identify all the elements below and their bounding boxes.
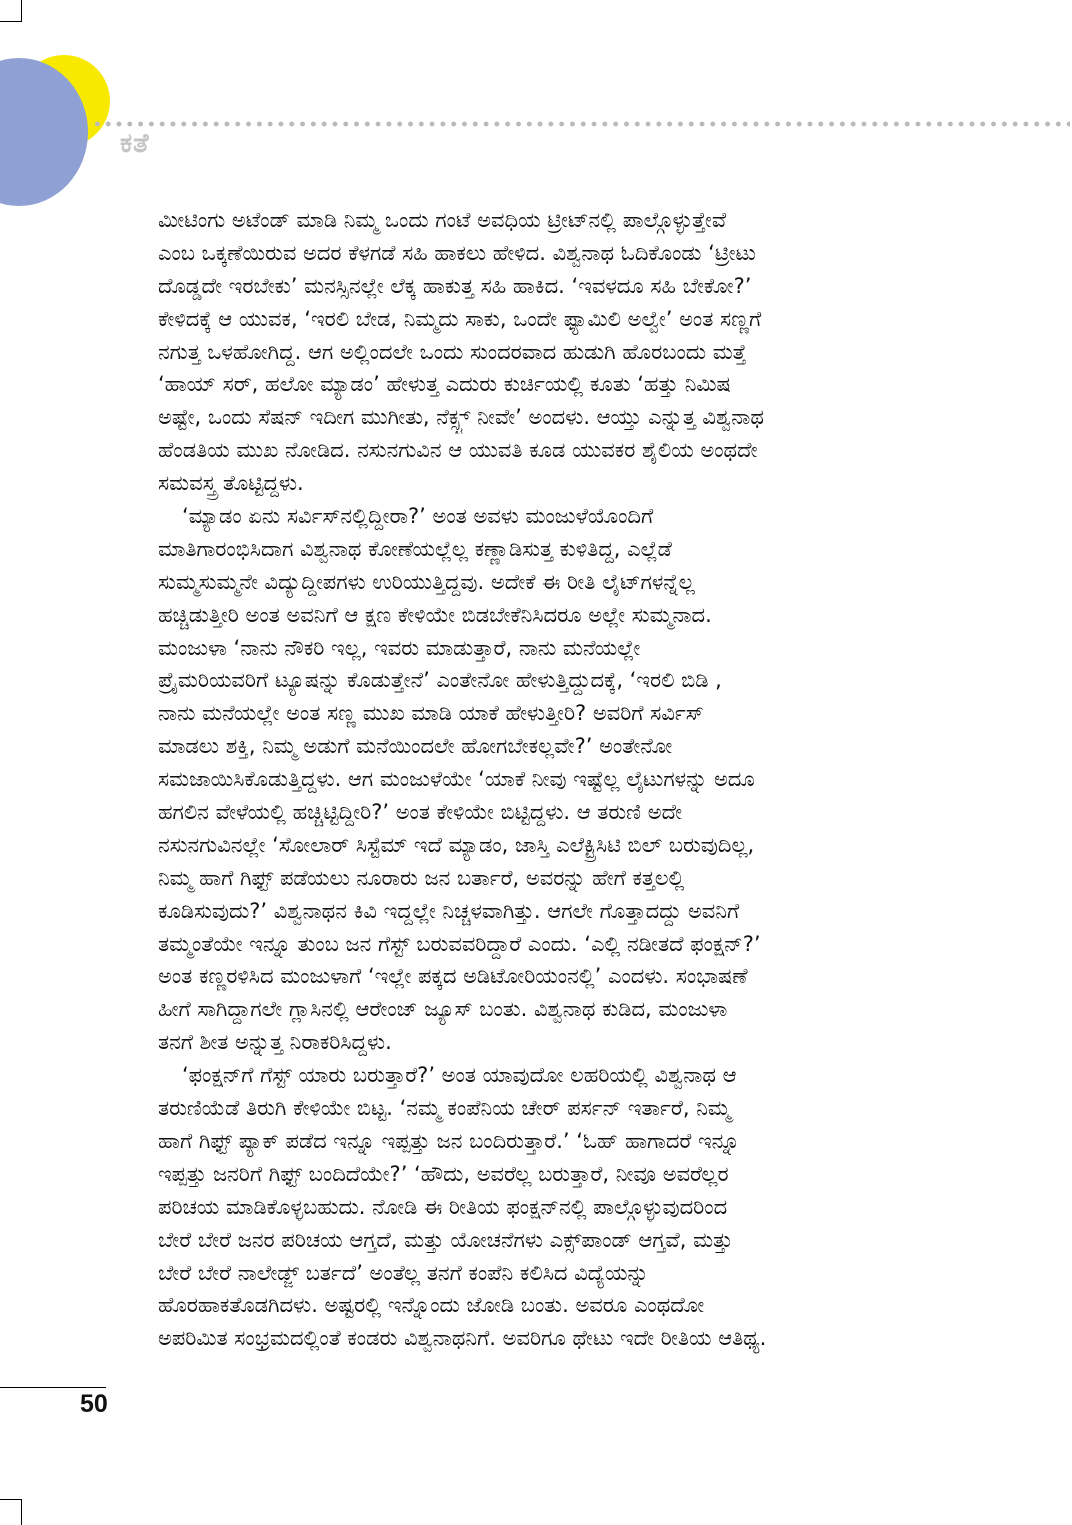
- footer-rule: [0, 1387, 106, 1388]
- story-line: ಮಾತಿಗಾರಂಭಿಸಿದಾಗ ವಿಶ್ವನಾಥ ಕೋಣೆಯಲ್ಲೆಲ್ಲ ಕಣ್ಣಾಡಿಸುತ್ತ ಕುಳಿತಿದ್ದ, ಎಲ್ಲೆಡೆ: [158, 536, 672, 561]
- story-line: ಸುಮ್ಮಸುಮ್ಮನೇ ವಿದ್ಯುದ್ದೀಪಗಳು ಉರಿಯುತ್ತಿದ್ದವು. ಅದೇಕೆ ಈ ರೀತಿ ಲೈಟ್‌ಗಳನ್ನೆಲ್ಲ: [158, 569, 695, 594]
- header-dotted-rule: [92, 121, 1070, 127]
- story-line: ನಿಮ್ಮ ಹಾಗೆ ಗಿಫ್ಟ್ ಪಡೆಯಲು ನೂರಾರು ಜನ ಬರ್ತಾರೆ, ಅವರನ್ನು ಹೇಗೆ ಕತ್ತಲಲ್ಲಿ: [158, 865, 685, 890]
- story-line: ಹೆಂಡತಿಯ ಮುಖ ನೋಡಿದ. ನಸುನಗುವಿನ ಆ ಯುವತಿ ಕೂಡ ಯುವಕರ ಶೈಲಿಯ ಅಂಥದೇ: [158, 438, 758, 463]
- story-line: ‘ಹಾಯ್ ಸರ್, ಹಲೋ ಮ್ಯಾಡಂ’ ಹೇಳುತ್ತ ಎದುರು ಕುರ್ಚಿಯಲ್ಲಿ ಕೂತು ‘ಹತ್ತು ನಿಮಿಷ: [158, 372, 731, 397]
- story-line: ಮಾಡಲು ಶಕ್ತಿ, ನಿಮ್ಮ ಅಡುಗೆ ಮನೆಯಿಂದಲೇ ಹೋಗಬೇಕಲ್ಲವೇ?’ ಅಂತೇನೋ: [158, 734, 673, 759]
- story-line: ಇಪ್ಪತ್ತು ಜನರಿಗೆ ಗಿಫ್ಟ್ ಬಂದಿದೆಯೇ?’ ‘ಹೌದು, ಅವರೆಲ್ಲ ಬರುತ್ತಾರೆ, ನೀವೂ ಅವರೆಲ್ಲರ: [158, 1161, 729, 1186]
- story-line: ತನಗೆ ಶೀತ ಅನ್ನುತ್ತ ನಿರಾಕರಿಸಿದ್ದಳು.: [158, 1030, 392, 1055]
- story-line: ಸಮವಸ್ತ್ರ ತೊಟ್ಟಿದ್ದಳು.: [158, 471, 304, 496]
- story-line: ಅಂತ ಕಣ್ಣರಳಿಸಿದ ಮಂಜುಳಾಗೆ ‘ಇಲ್ಲೇ ಪಕ್ಕದ ಅಡಿಟೋರಿಯಂನಲ್ಲಿ’ ಎಂದಳು. ಸಂಭಾಷಣೆ: [158, 964, 748, 989]
- story-line: ನಸುನಗುವಿನಲ್ಲೇ ‘ಸೋಲಾರ್ ಸಿಸ್ಟೆಮ್ ಇದೆ ಮ್ಯಾಡಂ, ಜಾಸ್ತಿ ಎಲೆಕ್ಟ್ರಿಸಿಟಿ ಬಿಲ್ ಬರುವುದಿಲ್ಲ,: [158, 832, 755, 857]
- story-line: ಮಂಜುಳಾ ‘ನಾನು ನೌಕರಿ ಇಲ್ಲ, ಇವರು ಮಾಡುತ್ತಾರೆ, ನಾನು ಮನೆಯಲ್ಲೇ: [158, 635, 641, 660]
- story-line: ಹೀಗೆ ಸಾಗಿದ್ದಾಗಲೇ ಗ್ಲಾಸಿನಲ್ಲಿ ಆರೇಂಜ್ ಜ್ಯೂಸ್ ಬಂತು. ವಿಶ್ವನಾಥ ಕುಡಿದ, ಮಂಜುಳಾ: [158, 997, 728, 1022]
- story-line: ಹಚ್ಚಿಡುತ್ತೀರಿ ಅಂತ ಅವನಿಗೆ ಆ ಕ್ಷಣ ಕೇಳಿಯೇ ಬಿಡಬೇಕೆನಿಸಿದರೂ ಅಲ್ಲೇ ಸುಮ್ಮನಾದ.: [158, 602, 712, 627]
- story-line: ಅಪರಿಮಿತ ಸಂಭ್ರಮದಲ್ಲಿಂತೆ ಕಂಡರು ವಿಶ್ವನಾಥನಿಗೆ. ಅವರಿಗೂ ಥೇಟು ಇದೇ ರೀತಿಯ ಆತಿಥ್ಯ.: [158, 1326, 767, 1351]
- page-number: 50: [80, 1390, 108, 1418]
- story-line: ತಮ್ಮಂತೆಯೇ ಇನ್ನೂ ತುಂಬ ಜನ ಗೆಸ್ಟ್ ಬರುವವರಿದ್ದಾರೆ ಎಂದು. ‘ಎಲ್ಲಿ ನಡೀತದೆ ಫಂಕ್ಷನ್?’: [158, 931, 761, 956]
- crop-mark-top-left-horizontal: [0, 21, 22, 22]
- story-line: ಕೂಡಿಸುವುದು?’ ವಿಶ್ವನಾಥನ ಕಿವಿ ಇದ್ದಲ್ಲೇ ನಿಚ್ಚಳವಾಗಿತ್ತು. ಆಗಲೇ ಗೊತ್ತಾದದ್ದು ಅವನಿಗೆ: [158, 898, 740, 923]
- story-line: ದೊಡ್ಡದೇ ಇರಬೇಕು’ ಮನಸ್ಸಿನಲ್ಲೇ ಲೆಕ್ಕ ಹಾಕುತ್ತ ಸಹಿ ಹಾಕಿದ. ‘ಇವಳದೂ ಸಹಿ ಬೇಕೋ?’: [158, 273, 752, 298]
- story-line: ಸಮಜಾಯಿಸಿಕೊಡುತ್ತಿದ್ದಳು. ಆಗ ಮಂಜುಳೆಯೇ ‘ಯಾಕೆ ನೀವು ಇಷ್ಟೆಲ್ಲ ಲೈಟುಗಳನ್ನು ಅದೂ: [158, 767, 755, 792]
- story-body: [158, 204, 908, 1355]
- story-line: ಬೇರೆ ಬೇರೆ ನಾಲೇಡ್ಜ್ ಬರ್ತದೆ’ ಅಂತೆಲ್ಲ ತನಗೆ ಕಂಪೆನಿ ಕಲಿಸಿದ ವಿದ್ಯೆಯನ್ನು: [158, 1260, 649, 1285]
- crop-mark-bottom-left-vertical: [21, 1500, 22, 1525]
- story-line: ‘ಫಂಕ್ಷನ್‌ಗೆ ಗೆಸ್ಟ್ ಯಾರು ಬರುತ್ತಾರೆ?’ ಅಂತ ಯಾವುದೋ ಲಹರಿಯಲ್ಲಿ ವಿಶ್ವನಾಥ ಆ: [182, 1063, 737, 1088]
- section-label: ಕತೆ: [120, 128, 150, 159]
- story-line: ಹಗಲಿನ ವೇಳೆಯಲ್ಲಿ ಹಚ್ಚಿಟ್ಟಿದ್ದೀರಿ?’ ಅಂತ ಕೇಳಿಯೇ ಬಿಟ್ಟಿದ್ದಳು. ಆ ತರುಣಿ ಅದೇ: [158, 800, 683, 825]
- story-line: ನಗುತ್ತ ಒಳಹೋಗಿದ್ದ. ಆಗ ಅಲ್ಲಿಂದಲೇ ಒಂದು ಸುಂದರವಾದ ಹುಡುಗಿ ಹೊರಬಂದು ಮತ್ತೆ: [158, 339, 747, 364]
- story-line: ಪರಿಚಯ ಮಾಡಿಕೊಳ್ಳಬಹುದು. ನೋಡಿ ಈ ರೀತಿಯ ಫಂಕ್ಷನ್‌ನಲ್ಲಿ ಪಾಲ್ಗೊಳ್ಳುವುದರಿಂದ: [158, 1194, 728, 1219]
- story-line: ಕೇಳಿದಕ್ಕೆ ಆ ಯುವಕ, ‘ಇರಲಿ ಬೇಡ, ನಿಮ್ಮದು ಸಾಕು, ಒಂದೇ ಫ್ಯಾಮಿಲಿ ಅಲ್ವೇ’ ಅಂತ ಸಣ್ಣಗೆ: [158, 306, 762, 331]
- story-line: ಪ್ರೈಮರಿಯವರಿಗೆ ಟ್ಯೂಷನ್ನು ಕೊಡುತ್ತೇನೆ’ ಎಂತೇನೋ ಹೇಳುತ್ತಿದ್ದುದಕ್ಕೆ, ‘ಇರಲಿ ಬಿಡಿ ,: [158, 668, 722, 693]
- story-line: ನಾನು ಮನೆಯಲ್ಲೇ ಅಂತ ಸಣ್ಣ ಮುಖ ಮಾಡಿ ಯಾಕೆ ಹೇಳುತ್ತೀರಿ? ಅವರಿಗೆ ಸರ್ವಿಸ್: [158, 701, 704, 726]
- crop-mark-top-left-vertical: [21, 0, 22, 22]
- story-line: ತರುಣಿಯೆಡೆ ತಿರುಗಿ ಕೇಳಿಯೇ ಬಿಟ್ಟ. ‘ನಮ್ಮ ಕಂಪೆನಿಯ ಚೇರ್ ಪರ್ಸನ್ ಇರ್ತಾರೆ, ನಿಮ್ಮ: [158, 1096, 731, 1121]
- crop-mark-bottom-left-horizontal: [0, 1499, 22, 1500]
- story-line: ‘ಮ್ಯಾಡಂ ಏನು ಸರ್ವಿಸ್‌ನಲ್ಲಿದ್ದೀರಾ?’ ಅಂತ ಅವಳು ಮಂಜುಳೆಯೊಂದಿಗೆ: [182, 504, 654, 529]
- story-line: ಅಷ್ಟೇ, ಒಂದು ಸೆಷನ್ ಇದೀಗ ಮುಗೀತು, ನೆಕ್ಸ್ಟ್ ನೀವೇ’ ಅಂದಳು. ಆಯ್ತು ಎನ್ನುತ್ತ ವಿಶ್ವನಾಥ: [158, 405, 764, 430]
- story-line: ಎಂಬ ಒಕ್ಕಣೆಯಿರುವ ಅದರ ಕೆಳಗಡೆ ಸಹಿ ಹಾಕಲು ಹೇಳಿದ. ವಿಶ್ವನಾಥ ಓದಿಕೊಂಡು ‘ಟ್ರೀಟು: [158, 240, 756, 265]
- story-line: ಹಾಗೆ ಗಿಫ್ಟ್ ಪ್ಯಾಕ್ ಪಡೆದ ಇನ್ನೂ ಇಪ್ಪತ್ತು ಜನ ಬಂದಿರುತ್ತಾರೆ.’ ‘ಓಹ್ ಹಾಗಾದರೆ ಇನ್ನೂ: [158, 1128, 740, 1153]
- story-line: ಹೊರಹಾಕತೊಡಗಿದಳು. ಅಷ್ಟರಲ್ಲಿ ಇನ್ನೊಂದು ಜೋಡಿ ಬಂತು. ಅವರೂ ಎಂಥದೋ: [158, 1293, 705, 1318]
- story-line: ಮೀಟಿಂಗು ಅಟೆಂಡ್ ಮಾಡಿ ನಿಮ್ಮ ಒಂದು ಗಂಟೆ ಅವಧಿಯ ಟ್ರೀಟ್‌ನಲ್ಲಿ ಪಾಲ್ಗೊಳ್ಳುತ್ತೇವೆ: [158, 208, 727, 232]
- story-line: ಬೇರೆ ಬೇರೆ ಜನರ ಪರಿಚಯ ಆಗ್ತದೆ, ಮತ್ತು ಯೋಚನೆಗಳು ಎಕ್ಸ್‌ಪಾಂಡ್ ಆಗ್ತವೆ, ಮತ್ತು: [158, 1227, 733, 1252]
